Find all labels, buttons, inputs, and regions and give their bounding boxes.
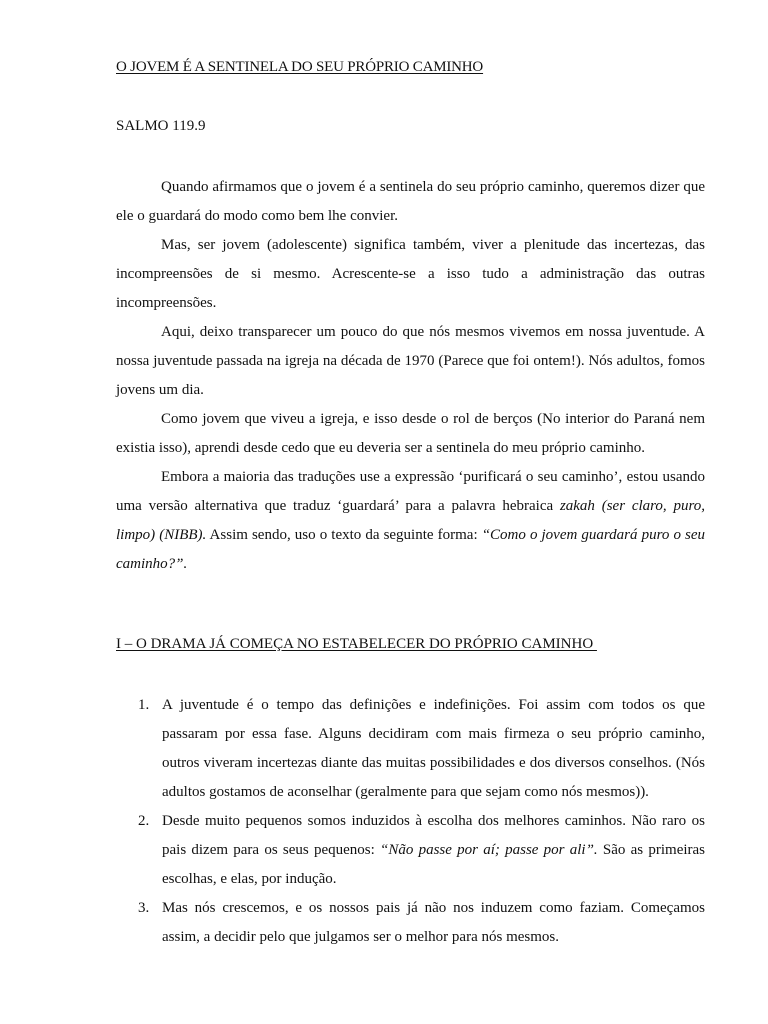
scripture-reference: SALMO 119.9 [116,118,206,134]
document-body [116,173,705,579]
paragraph-4: Como jovem que viveu a igreja, e isso desde o rol de berços (No interior do Paraná nem existia isso), aprendi desde cedo que eu deveria ser a sentinela do meu próprio caminho. [116,411,705,456]
section-heading: I – O DRAMA JÁ COMEÇA NO ESTABELECER DO PRÓPRIO CAMINHO [116,636,597,652]
numbered-list [116,691,705,952]
list-item [116,691,705,807]
paragraph-3: Aqui, deixo transparecer um pouco do que nós mesmos vivemos em nossa juventude. A nossa juventude passada na igreja na década de 1970 (Parece que foi ontem!). Nós adultos, fomos jovens um dia. [116,324,705,398]
document-title: O JOVEM É A SENTINELA DO SEU PRÓPRIO CAMINHO [116,59,484,75]
paragraph-5-text-a: Embora a maioria das traduções use a expressão ‘purificará o seu caminho’, estou usando uma versão alternativa que traduz ‘guardará’ para a palavra hebraica [116,469,705,514]
list-item-italic: “Não passe por aí; passe por ali”. [380,842,598,858]
list-item-text-a: Desde muito pequenos somos induzidos à escolha dos melhores caminhos. Não raro os pais dizem para os seus pequenos: [162,813,705,858]
list-item [116,894,705,952]
list-item-text: A juventude é o tempo das definições e indefinições. Foi assim com todos os que passaram por essa fase. Alguns decidiram com mais firmeza o seu próprio caminho, outros viveram incertezas diante das muitas possibilidades e dos diversos conselhos. (Nós adultos gostamos de aconselhar (geralmente para que sejam como nós mesmos)). [162,697,705,800]
list-item-text: Mas nós crescemos, e os nossos pais já não nos induzem como faziam. Começamos assim, a decidir pelo que julgamos ser o melhor para nós mesmos. [162,900,705,945]
paragraph-5 [116,463,705,579]
paragraph-5-italic-b: “Como o jovem guardará puro o seu caminho?”. [116,527,706,572]
list-item-text-b: São as primeiras escolhas, e elas, por indução. [162,842,706,887]
paragraph-2: Mas, ser jovem (adolescente) significa também, viver a plenitude das incertezas, das incompreensões de si mesmo. Acrescente-se a isso tudo a administração das outras incompreensões. [116,237,705,311]
paragraph-5-italic-a: zakah (ser claro, puro, limpo) (NIBB). [116,498,705,543]
paragraph-5-text-b: Assim sendo, uso o texto da seguinte forma: [206,527,482,543]
list-item [116,807,705,894]
list-item-number: 3. [138,900,150,916]
paragraph-1: Quando afirmamos que o jovem é a sentinela do seu próprio caminho, queremos dizer que ele o guardará do modo como bem lhe convier. [116,179,705,224]
list-item-number: 1. [138,697,150,713]
list-item-number: 2. [138,813,150,829]
